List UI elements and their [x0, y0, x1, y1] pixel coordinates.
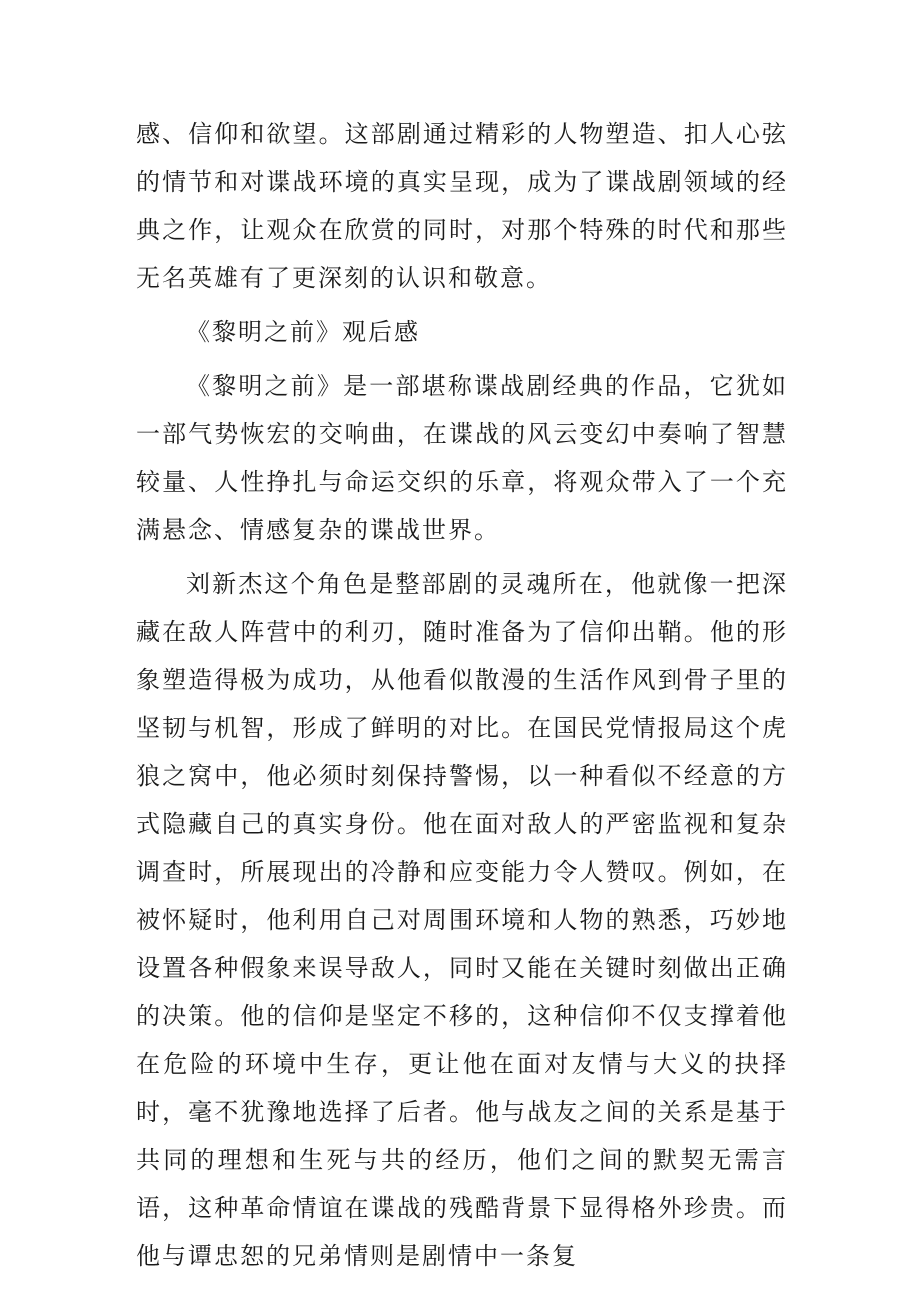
- document-body: [136, 110, 788, 1286]
- continued-paragraph: 感、信仰和欲望。这部剧通过精彩的人物塑造、扣人心弦的情节和对谍战环境的真实呈现，成为了谍战剧领域的经典之作，让观众在欣赏的同时，对那个特殊的时代和那些无名英雄有了更深刻的认识和敬意。: [136, 120, 788, 292]
- intro-paragraph: 《黎明之前》是一部堪称谍战剧经典的作品，它犹如一部气势恢宏的交响曲，在谍战的风云变幻中奏响了智慧较量、人性挣扎与命运交织的乐章，将观众带入了一个充满悬念、情感复杂的谍战世界。: [136, 372, 788, 544]
- character-paragraph: 刘新杰这个角色是整部剧的灵魂所在，他就像一把深藏在敌人阵营中的利刃，随时准备为了信仰出鞘。他的形象塑造得极为成功，从他看似散漫的生活作风到骨子里的坚韧与机智，形成了鲜明的对比。在国民党情报局这个虎狼之窝中，他必须时刻保持警惕，以一种看似不经意的方式隐藏自己的真实身份。他在面对敌人的严密监视和复杂调查时，所展现出的冷静和应变能力令人赞叹。例如，在被怀疑时，他利用自己对周围环境和人物的熟悉，巧妙地设置各种假象来误导敌人，同时又能在关键时刻做出正确的决策。他的信仰是坚定不移的，这种信仰不仅支撑着他在危险的环境中生存，更让他在面对友情与大义的抉择时，毫不犹豫地选择了后者。他与战友之间的关系是基于共同的理想和生死与共的经历，他们之间的默契无需言语，这种革命情谊在谍战的残酷背景下显得格外珍贵。而他与谭忠恕的兄弟情则是剧情中一条复: [136, 570, 788, 1270]
- section-title: 《黎明之前》观后感: [186, 318, 420, 346]
